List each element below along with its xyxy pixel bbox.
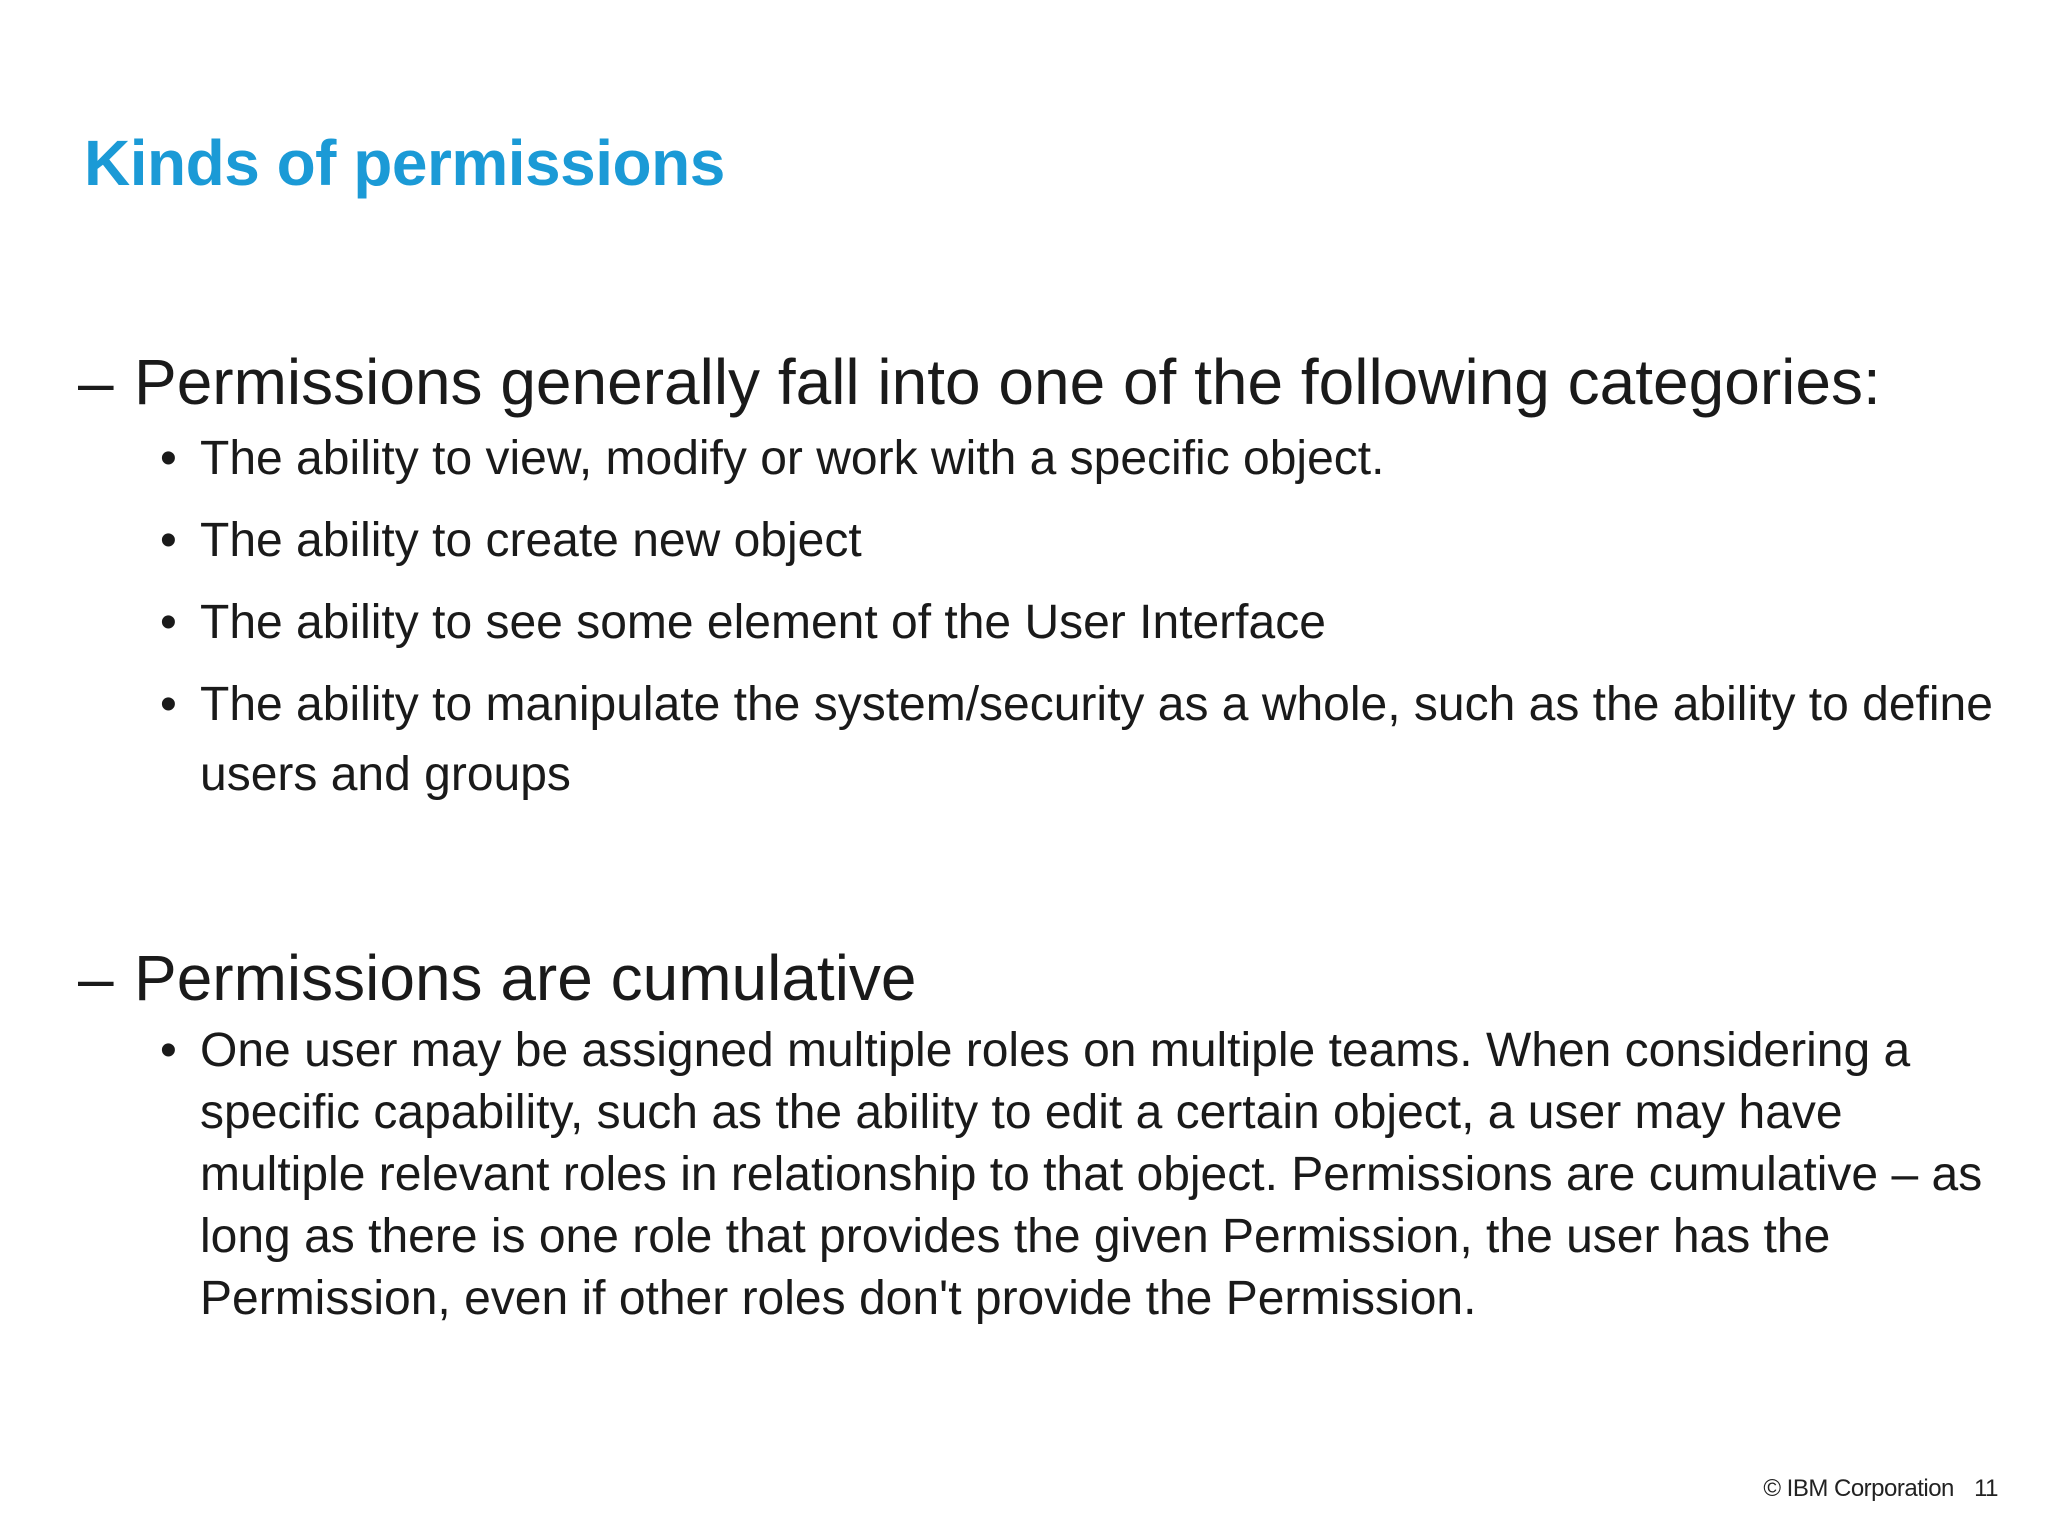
page-number: 11 — [1974, 1475, 1998, 1502]
section-heading — [78, 340, 2018, 424]
list-item — [78, 506, 2018, 576]
list-item-text: The ability to view, modify or work with a specific object. — [200, 432, 1385, 485]
dash-marker: – — [78, 942, 114, 1014]
list-item — [78, 670, 2018, 810]
bullet-list — [78, 424, 2018, 810]
bullet-list — [78, 1020, 2018, 1330]
list-item — [78, 1020, 2018, 1330]
dash-marker: – — [78, 346, 114, 418]
section-heading — [78, 936, 2018, 1020]
list-item — [78, 588, 2018, 658]
bullet-marker: • — [160, 596, 177, 649]
section-heading-text: Permissions generally fall into one of the following categories: — [134, 346, 1881, 418]
slide-title: Kinds of permissions — [84, 127, 725, 199]
section-permissions-cumulative — [78, 936, 2018, 1342]
list-item — [78, 424, 2018, 494]
section-heading-text: Permissions are cumulative — [134, 942, 917, 1014]
list-item-text: The ability to manipulate the system/security as a whole, such as the ability to define users and groups — [200, 678, 1993, 801]
copyright-text: © IBM Corporation — [1763, 1475, 1954, 1502]
bullet-marker: • — [160, 1024, 177, 1077]
section-permission-categories — [78, 340, 2018, 822]
list-item-text: The ability to create new object — [200, 514, 862, 567]
bullet-marker: • — [160, 432, 177, 485]
bullet-marker: • — [160, 514, 177, 567]
bullet-marker: • — [160, 678, 177, 731]
slide-footer — [1763, 1475, 1998, 1503]
list-item-text: The ability to see some element of the User Interface — [200, 596, 1326, 649]
list-item-text: One user may be assigned multiple roles on multiple teams. When considering a specific capability, such as the ability to edit a certain object, a user may have multiple relevant roles in relationship to that object. Permissions are cumulative – as long as there is one role that provides the given Permission, the user has the Permission, even if other roles don't provide the Permission. — [200, 1024, 1983, 1325]
